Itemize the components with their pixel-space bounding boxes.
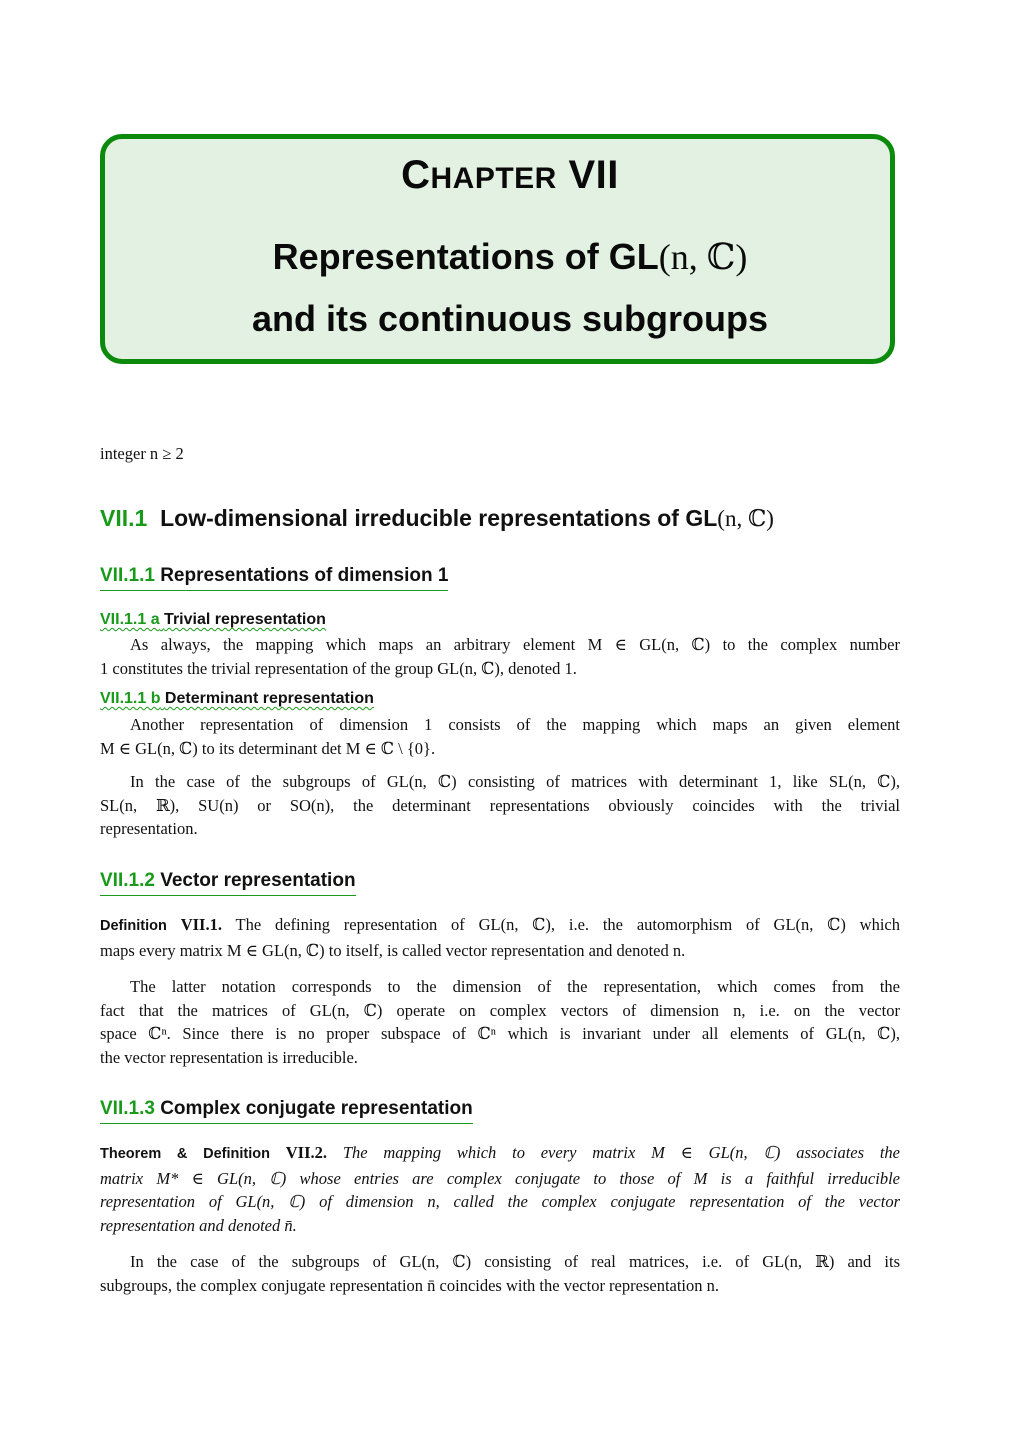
subsection-heading-2: VII.1.2 Vector representation [100,870,356,896]
chapter-label: CHAPTER VII [401,153,619,197]
section-heading: VII.1 Low-dimensional irreducible representations of GL(n, ℂ) [100,505,774,531]
paragraph-vector: The latter notation corresponds to the dimension of the representation, which comes from the fact that the matrices of GL(n, ℂ) operate on complex vectors of dimension n, i.e. on the vector space ℂⁿ. Since there is no proper subspace of ℂⁿ which is invariant under all elements of GL(n, ℂ), the vector representation is irreducible. [100,977,900,1067]
chapter-title-line1: Representations of GL(n, ℂ) [272,236,748,277]
intro-text: integer n ≥ 2 [100,444,184,463]
subsubsection-heading-a: VII.1.1 a Trivial representation [100,611,326,628]
theorem-conjugate: Theorem & Definition VII.2. The mapping which to every matrix M ∈ GL(n, ℂ) associates the matrix M* ∈ GL(n, ℂ) whose entries are complex conjugate to those of M is a faithful irreducible representation of GL(n, ℂ) of dimension n, called the complex conjugate representation of the vector representation and denoted n̄. [100,1143,900,1235]
definition-vector: Definition VII.1. The defining representation of GL(n, ℂ), i.e. the automorphism of GL(n, ℂ) which maps every matrix M ∈ GL(n, ℂ) to itself, is called vector representation and denoted n. [100,915,900,960]
paragraph-trivial: As always, the mapping which maps an arbitrary element M ∈ GL(n, ℂ) to the complex number 1 constitutes the trivial representation of the group GL(n, ℂ), denoted 1. [100,635,900,678]
subsubsection-heading-b: VII.1.1 b Determinant representation [100,690,374,707]
subsection-heading-1: VII.1.1 Representations of dimension 1 [100,565,448,591]
paragraph-determinant: Another representation of dimension 1 consists of the mapping which maps an given element M ∈ GL(n, ℂ) to its determinant det M ∈ ℂ \ {0}. [100,715,900,758]
subsection-heading-3: VII.1.3 Complex conjugate representation [100,1098,473,1124]
paragraph-conjugate: In the case of the subgroups of GL(n, ℂ) consisting of real matrices, i.e. of GL(n, ℝ) and its subgroups, the complex conjugate representation n̄ coincides with the vector representation n. [100,1252,900,1295]
chapter-title-line2: and its continuous subgroups [252,298,768,339]
paragraph-subgroups: In the case of the subgroups of GL(n, ℂ) consisting of matrices with determinant 1, like SL(n, ℂ), SL(n, ℝ), SU(n) or SO(n), the determinant representations obviously coincides with the trivial representation. [100,772,900,838]
